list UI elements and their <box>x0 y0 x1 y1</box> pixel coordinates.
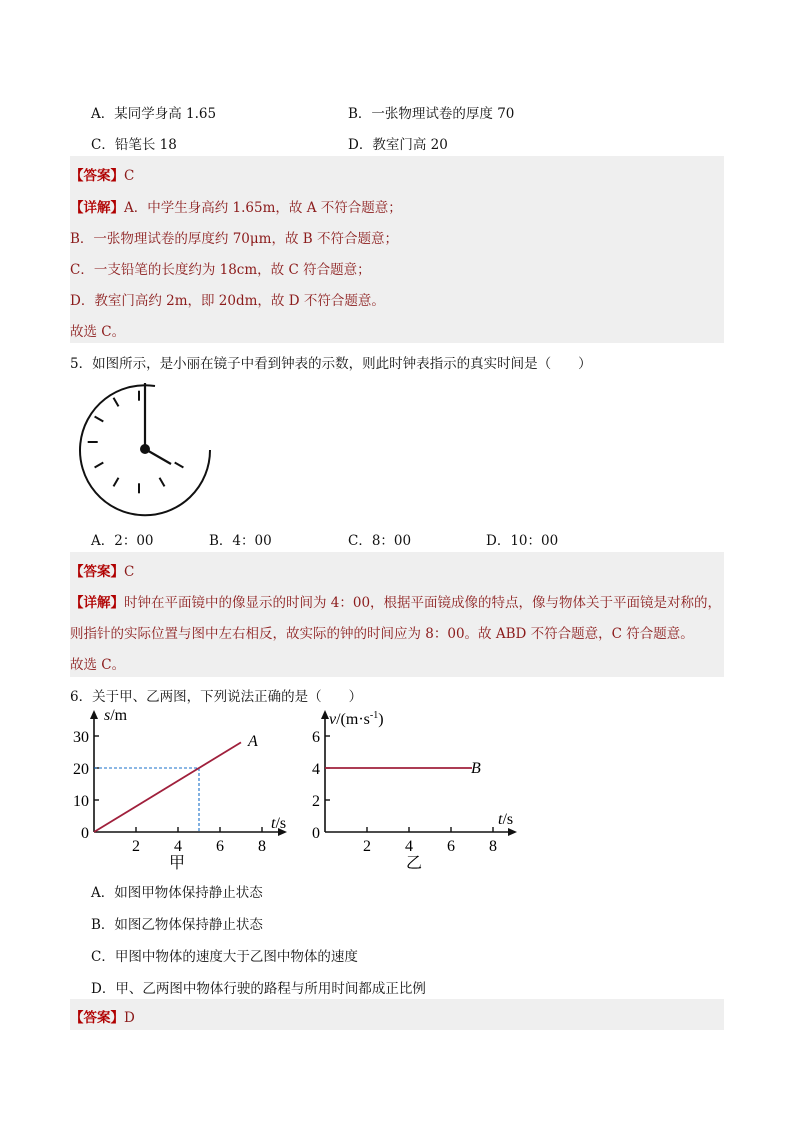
chart-caption-yi: 乙 <box>406 855 423 872</box>
y-axis-arrow <box>321 710 329 719</box>
detail-text: A．中学生身高约 1.65m，故 A 不符合题意； <box>124 200 402 216</box>
q5-detail-line-2: 则指针的实际位置与图中左右相反，故实际的钟的时间应为 8：00。故 ABD 不符合题意，C 符合题意。 <box>70 626 694 642</box>
x-tick-label: 4 <box>405 838 413 855</box>
x-tick-label: 2 <box>132 838 140 855</box>
q6-option-b: B．如图乙物体保持静止状态 <box>91 917 263 933</box>
q5-option-d: D．10：00 <box>486 533 559 549</box>
y-tick-label: 2 <box>312 793 320 810</box>
x-tick-label: 8 <box>489 838 497 855</box>
q5-option-c: C．8：00 <box>348 533 412 549</box>
chart-caption-jia: 甲 <box>169 855 186 872</box>
q6-answer <box>70 1006 724 1026</box>
answer-tag: 【答案】 <box>70 564 124 580</box>
q4-detail-line-4: D．教室门高约 2m，即 20dm，故 D 不符合题意。 <box>70 293 385 309</box>
mirrored-clock-figure <box>70 378 220 518</box>
y-axis-label: s/m <box>104 707 128 724</box>
y-axis-label: $v/(m\cdot s^{-1})$ <box>329 710 384 728</box>
q4-option-a: A．某同学身高 1.65 <box>91 106 217 122</box>
detail-text: 时钟在平面镜中的像显示的时间为 4：00，根据平面镜成像的特点，像与物体关于平面镜是对称的， <box>124 595 722 611</box>
q5-question: 5．如图所示，是小丽在镜子中看到钟表的示数，则此时钟表指示的真实时间是（ ） <box>70 356 592 372</box>
q4-detail-line-3: C．一支铅笔的长度约为 18cm，故 C 符合题意； <box>70 262 371 278</box>
q6-option-a: A．如图甲物体保持静止状态 <box>91 885 263 901</box>
q6-option-d: D．甲、乙两图中物体行驶的路程与所用时间都成正比例 <box>91 981 426 997</box>
series-label-a: A <box>248 733 258 750</box>
q4-option-b: B．一张物理试卷的厚度 70 <box>348 106 515 122</box>
series-label-b: B <box>471 760 481 777</box>
detail-tag: 【详解】 <box>70 200 124 216</box>
q5-answer <box>70 560 724 580</box>
q4-detail-line-1 <box>70 196 724 216</box>
answer-value: C <box>124 564 135 580</box>
answer-tag: 【答案】 <box>70 1010 124 1026</box>
y-tick-label: 30 <box>73 729 89 746</box>
x-tick-label: 6 <box>216 838 224 855</box>
y-tick-label: 6 <box>312 729 320 746</box>
chart-jia <box>66 704 296 874</box>
series-line-a <box>94 742 241 832</box>
q5-option-b: B．4：00 <box>209 533 272 549</box>
q4-option-c: C．铅笔长 18 <box>91 137 177 153</box>
y-axis-arrow <box>90 710 98 719</box>
x-tick-label: 8 <box>258 838 266 855</box>
answer-tag: 【答案】 <box>70 168 124 184</box>
x-tick-label: 2 <box>363 838 371 855</box>
y-tick-label: 10 <box>73 793 89 810</box>
q6-question: 6．关于甲、乙两图，下列说法正确的是（ ） <box>70 689 363 705</box>
q5-option-a: A．2：00 <box>91 533 154 549</box>
x-axis-label: t/s <box>271 815 287 832</box>
q4-option-d: D．教室门高 20 <box>348 137 448 153</box>
q5-detail-line-3: 故选 C。 <box>70 657 126 673</box>
y-tick-label: 0 <box>81 825 89 842</box>
q6-option-c: C．甲图中物体的速度大于乙图中物体的速度 <box>91 949 358 965</box>
x-axis-label: t/s <box>498 811 514 828</box>
chart-yi <box>296 704 526 874</box>
clock-center-pivot <box>140 444 150 454</box>
y-tick-label: 0 <box>312 825 320 842</box>
answer-value: C <box>124 168 135 184</box>
y-tick-label: 20 <box>73 761 89 778</box>
y-tick-label: 4 <box>312 761 320 778</box>
x-tick-label: 6 <box>447 838 455 855</box>
answer-value: D <box>124 1010 135 1026</box>
q4-answer <box>70 164 724 184</box>
q4-detail-line-2: B．一张物理试卷的厚度约 70μm，故 B 不符合题意； <box>70 231 398 247</box>
clock-tick-marks <box>88 391 184 494</box>
detail-tag: 【详解】 <box>70 595 124 611</box>
x-tick-label: 4 <box>174 838 182 855</box>
q4-detail-line-5: 故选 C。 <box>70 324 126 340</box>
q4-answer-box <box>70 156 724 343</box>
x-axis-arrow <box>508 828 517 836</box>
q5-detail-line-1 <box>70 591 724 611</box>
